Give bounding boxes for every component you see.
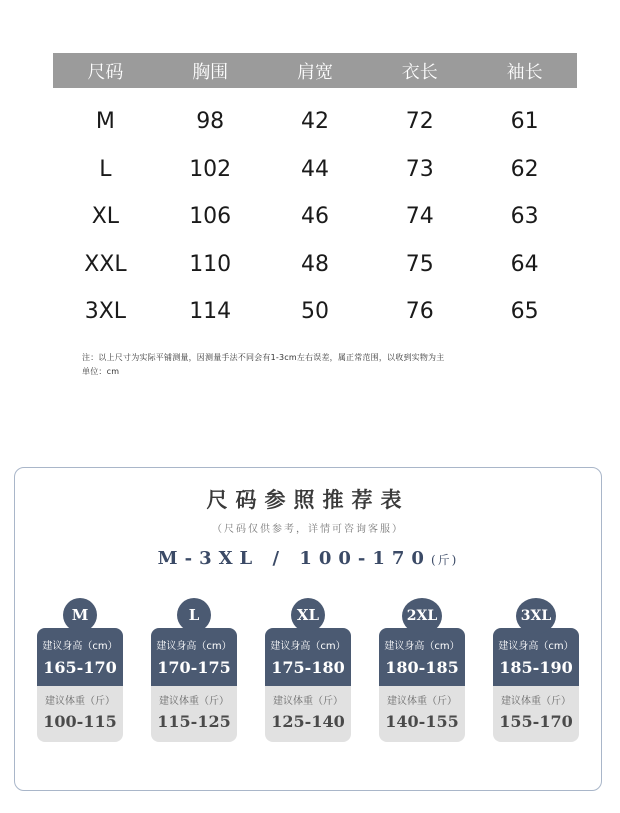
height-panel [265, 628, 351, 686]
weight-label: 建议体重（斤） [45, 696, 115, 707]
size-badge: L [177, 598, 211, 632]
weight-value: 115-125 [157, 712, 231, 731]
cell-sleeve: 63 [510, 204, 539, 230]
height-label: 建议身高（cm） [42, 641, 118, 652]
height-label: 建议身高（cm） [384, 641, 460, 652]
size-range [15, 548, 601, 569]
size-badge: 3XL [516, 598, 556, 634]
cell-sleeve: 61 [510, 109, 539, 135]
weight-label: 建议体重（斤） [159, 696, 229, 707]
cell-length: 72 [405, 109, 434, 135]
weight-panel [151, 686, 237, 742]
cell-chest: 106 [189, 204, 232, 230]
size-box-m [37, 598, 123, 746]
header-sleeve: 袖长 [506, 61, 543, 83]
height-panel [151, 628, 237, 686]
table-row [53, 193, 577, 241]
size-badge: M [63, 598, 97, 632]
weight-label: 建议体重（斤） [273, 696, 343, 707]
weight-label: 建议体重（斤） [501, 696, 571, 707]
weight-panel [493, 686, 579, 742]
height-value: 185-190 [499, 658, 573, 677]
weight-label: 建议体重（斤） [387, 696, 457, 707]
unit-line: 单位：cm [82, 367, 120, 376]
note-line: 注：以上尺寸为实际平铺测量，因测量手法不同会有1-3cm左右误差，属正常范围，以收到实物为主 [82, 353, 445, 362]
height-value: 165-170 [43, 658, 117, 677]
table-row [53, 241, 577, 289]
header-length: 衣长 [401, 61, 438, 83]
size-box-xl [265, 598, 351, 746]
weight-panel [37, 686, 123, 742]
header-chest: 胸围 [192, 61, 229, 83]
size-recommendation-card [14, 467, 602, 791]
cell-shoulder: 42 [300, 109, 329, 135]
weight-value: 155-170 [499, 712, 573, 731]
measurement-note [82, 351, 592, 379]
height-panel [493, 628, 579, 686]
height-panel [379, 628, 465, 686]
table-row [53, 288, 577, 336]
weight-value: 140-155 [385, 712, 459, 731]
size-range-unit: (斤) [430, 553, 459, 567]
cell-chest: 114 [189, 299, 232, 325]
table-row [53, 146, 577, 194]
cell-size: L [99, 156, 112, 182]
cell-shoulder: 48 [300, 251, 329, 277]
cell-sleeve: 64 [510, 251, 539, 277]
size-badge: 2XL [402, 598, 442, 634]
size-boxes [15, 598, 601, 758]
weight-panel [265, 686, 351, 742]
cell-shoulder: 46 [300, 204, 329, 230]
height-panel [37, 628, 123, 686]
size-box-l [151, 598, 237, 746]
cell-sleeve: 62 [510, 156, 539, 182]
cell-length: 73 [405, 156, 434, 182]
cell-chest: 110 [189, 251, 232, 277]
height-value: 180-185 [385, 658, 459, 677]
size-box-2xl [379, 598, 465, 746]
cell-size: 3XL [84, 299, 127, 325]
size-box-3xl [493, 598, 579, 746]
size-range-text: M-3XL / 100-170 [157, 548, 431, 569]
size-badge: XL [291, 598, 325, 632]
table-row [53, 98, 577, 146]
cell-size: XXL [84, 251, 127, 277]
size-table [53, 53, 577, 336]
cell-sleeve: 65 [510, 299, 539, 325]
card-subtitle: （尺码仅供参考，详情可咨询客服） [212, 524, 404, 535]
cell-size: M [95, 109, 115, 135]
table-header [53, 53, 577, 88]
table-body [53, 88, 577, 336]
cell-chest: 98 [196, 109, 225, 135]
header-shoulder: 肩宽 [296, 61, 333, 83]
card-title: 尺码参照推荐表 [206, 487, 410, 512]
cell-length: 74 [405, 204, 434, 230]
cell-shoulder: 50 [300, 299, 329, 325]
cell-shoulder: 44 [300, 156, 329, 182]
height-label: 建议身高（cm） [498, 641, 574, 652]
cell-chest: 102 [189, 156, 232, 182]
cell-length: 75 [405, 251, 434, 277]
cell-length: 76 [405, 299, 434, 325]
height-value: 175-180 [271, 658, 345, 677]
header-size: 尺码 [87, 61, 124, 83]
cell-size: XL [91, 204, 120, 230]
height-label: 建议身高（cm） [270, 641, 346, 652]
height-value: 170-175 [157, 658, 231, 677]
weight-value: 100-115 [43, 712, 117, 731]
height-label: 建议身高（cm） [156, 641, 232, 652]
weight-panel [379, 686, 465, 742]
weight-value: 125-140 [271, 712, 345, 731]
